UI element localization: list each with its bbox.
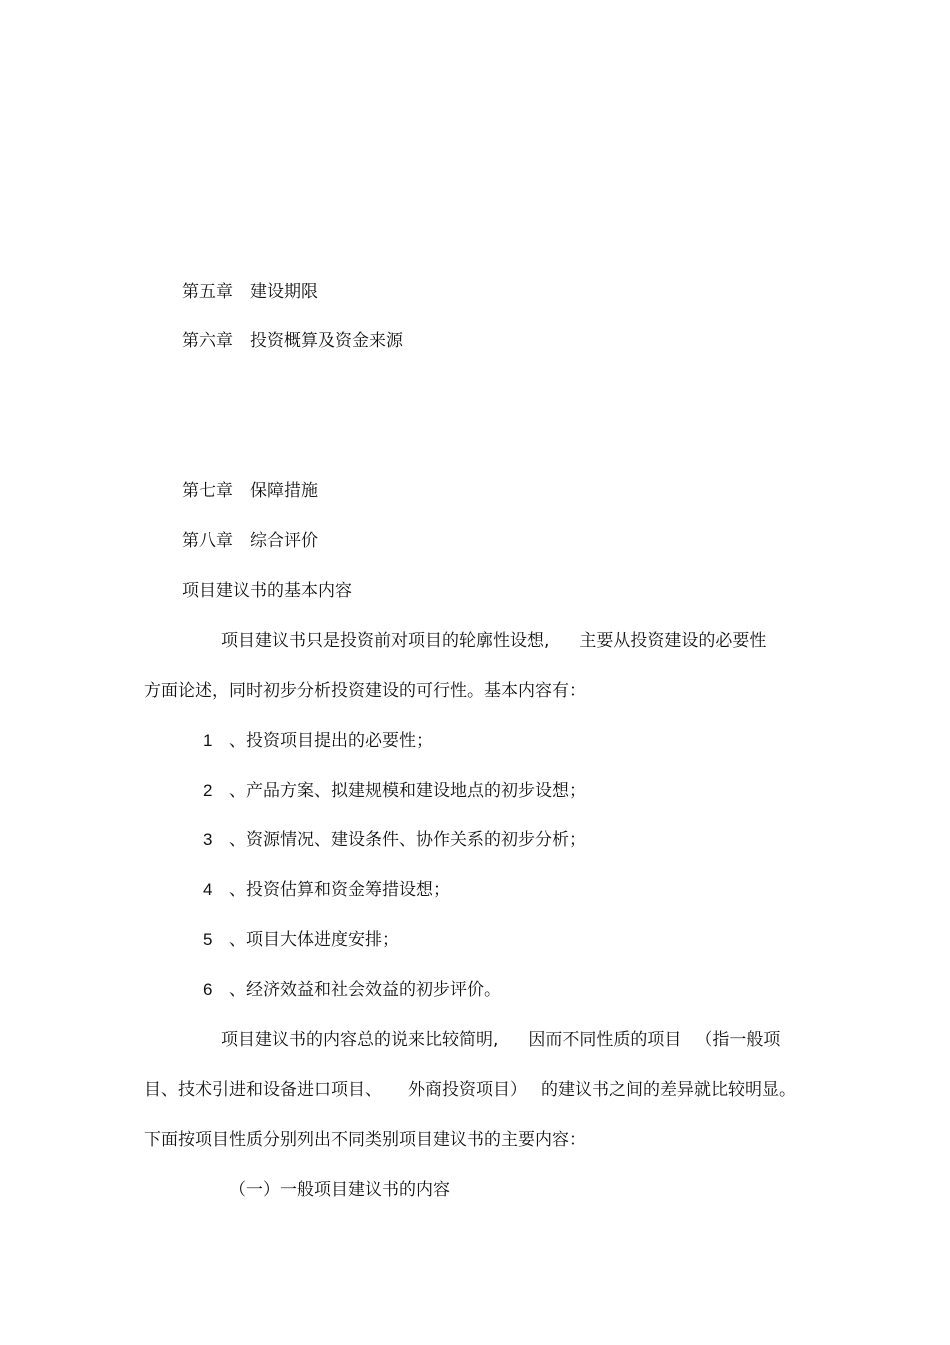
list-item-text: 、经济效益和社会效益的初步评价。	[229, 980, 501, 1000]
chapter-number: 第六章	[182, 331, 233, 351]
summary-line-3: 下面按项目性质分别列出不同类别项目建议书的主要内容：	[144, 1130, 586, 1150]
summary-text: 项目建议书的内容总的说来比较简明,	[221, 1030, 499, 1050]
chapter-number: 第八章	[182, 531, 233, 551]
chapter-7	[182, 480, 318, 502]
list-item	[203, 929, 399, 951]
list-item-index: 1	[203, 731, 213, 750]
list-item-index: 3	[203, 830, 213, 849]
chapter-title: 建设期限	[250, 282, 318, 302]
intro-line-2: 方面论述，同时初步分析投资建设的可行性。基本内容有：	[144, 681, 586, 701]
intro-text: 主要从投资建设的必要性	[579, 631, 767, 651]
summary-text: 目、技术引进和设备进口项目、	[144, 1080, 382, 1100]
chapter-5	[182, 281, 318, 303]
summary-line-2	[144, 1079, 796, 1101]
list-item-index: 2	[203, 781, 213, 800]
chapter-8	[182, 530, 318, 552]
summary-line-1	[221, 1029, 780, 1051]
list-item-index: 6	[203, 980, 213, 999]
chapter-title: 投资概算及资金来源	[250, 331, 403, 351]
summary-text: 的建议书之间的差异就比较明显。	[541, 1080, 796, 1100]
list-item-text: 、项目大体进度安排；	[229, 930, 399, 950]
chapter-number: 第七章	[182, 481, 233, 501]
summary-text: 因而不同性质的项目	[528, 1030, 682, 1050]
chapter-number: 第五章	[182, 282, 233, 302]
list-item	[203, 829, 586, 851]
list-item-text: 、投资项目提出的必要性；	[229, 731, 433, 751]
chapter-title: 综合评价	[250, 531, 318, 551]
intro-text: 项目建议书只是投资前对项目的轮廓性设想,	[221, 631, 550, 651]
chapter-title: 保障措施	[250, 481, 318, 501]
chapter-6	[182, 330, 403, 352]
list-item-text: 、投资估算和资金筹措设想；	[229, 880, 450, 900]
list-item-index: 5	[203, 930, 213, 949]
list-item-text: 、产品方案、拟建规模和建设地点的初步设想；	[229, 781, 586, 801]
summary-text: 外商投资项目）	[408, 1080, 527, 1100]
list-item	[203, 879, 450, 901]
list-item	[203, 780, 586, 802]
subheading: （一）一般项目建议书的内容	[229, 1180, 450, 1200]
section-heading: 项目建议书的基本内容	[182, 581, 352, 601]
list-item	[203, 979, 501, 1001]
list-item-text: 、资源情况、建设条件、协作关系的初步分析；	[229, 830, 586, 850]
list-item	[203, 730, 433, 752]
intro-line-1	[221, 630, 766, 652]
summary-text: （指一般项	[695, 1030, 781, 1050]
list-item-index: 4	[203, 880, 213, 899]
